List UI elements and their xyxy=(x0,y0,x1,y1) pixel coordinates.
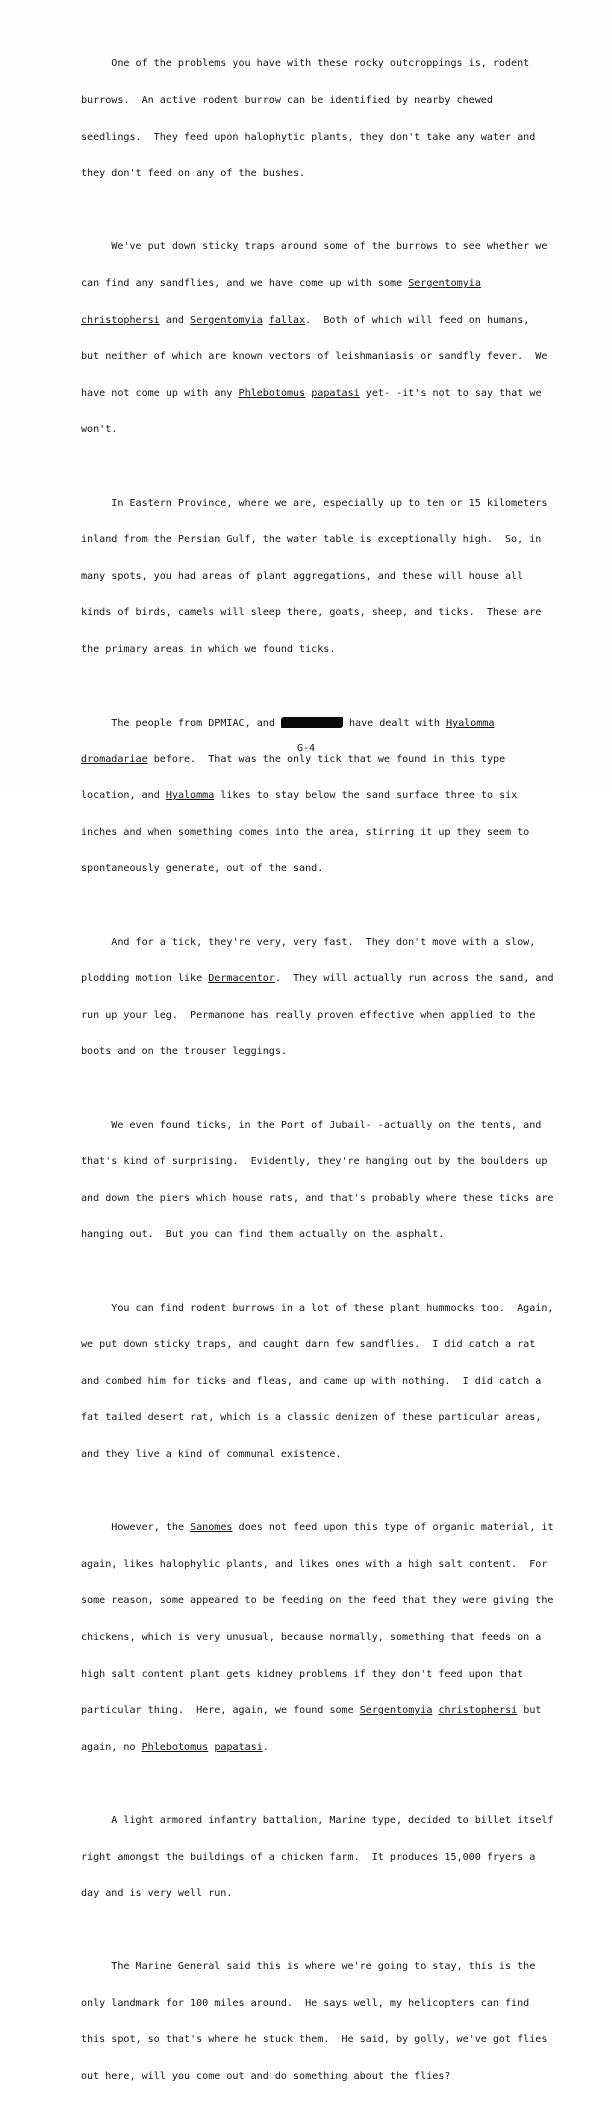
page-number: G-4 xyxy=(296,743,316,754)
document-body xyxy=(81,34,561,2120)
text-line: inland from the Persian Gulf, the water table is exceptionally high. So, in xyxy=(81,534,542,546)
text-line: christophersi and Sergentomyia fallax. Both of which will feed on humans, xyxy=(81,314,530,326)
paragraph-1 xyxy=(81,34,561,205)
text-line: day and is very well run. xyxy=(81,1888,233,1900)
text-line: only landmark for 100 miles around. He says well, my helicopters can find xyxy=(81,1997,530,2009)
underlined-term: Hyalomma xyxy=(445,718,495,730)
text-line: The people from DPMIAC, and have dealt with Hyalomma xyxy=(111,718,495,730)
paragraph-6 xyxy=(81,1095,561,1266)
text-line: seedlings. They feed upon halophytic plants, they don't take any water and xyxy=(81,131,536,143)
text-line: One of the problems you have with these rocky outcroppings is, rodent xyxy=(81,58,530,70)
text-line: kinds of birds, camels will sleep there, goats, sheep, and ticks. These are xyxy=(81,607,542,619)
underlined-term: christophersi xyxy=(81,314,160,326)
text-line: particular thing. Here, again, we found some Sergentomyia christophersi but xyxy=(81,1705,542,1717)
paragraph-4 xyxy=(81,693,561,900)
redaction-block xyxy=(281,717,343,728)
underlined-term: Sergentomyia xyxy=(408,277,481,289)
text-line: high salt content plant gets kidney problems if they don't feed upon that xyxy=(81,1668,524,1680)
paragraph-2 xyxy=(81,217,561,461)
text-line: can find any sandflies, and we have come up with some Sergentomyia xyxy=(81,277,481,289)
underlined-term: Phlebotomus xyxy=(238,387,306,399)
text-line: chickens, which is very unusual, because normally, something that feeds on a xyxy=(81,1631,542,1643)
text-line: they don't feed on any of the bushes. xyxy=(81,168,306,180)
text-line: In Eastern Province, where we are, especially up to ten or 15 kilometers xyxy=(81,497,548,509)
underlined-term: dromadariae xyxy=(81,753,148,765)
underlined-term: Hyalomma xyxy=(165,790,215,802)
text-line: we put down sticky traps, and caught darn few sandflies. I did catch a rat xyxy=(81,1339,536,1351)
underlined-term: Sanomes xyxy=(190,1522,233,1534)
paragraph-8 xyxy=(81,1498,561,1779)
paragraph-10 xyxy=(81,1937,561,2108)
text-line: this spot, so that's where he stuck them. He said, by golly, we've got flies xyxy=(81,2034,548,2046)
paragraph-9 xyxy=(81,1791,561,1925)
text-line: And for a tick, they're very, very fast. They don't move with a slow, xyxy=(81,936,536,948)
text-line: plodding motion like Dermacentor. They will actually run across the sand, and xyxy=(81,973,554,985)
text-line: some reason, some appeared to be feeding on the feed that they were giving the xyxy=(81,1595,554,1607)
underlined-term: Sergentomyia xyxy=(190,314,263,326)
text-line: and combed him for ticks and fleas, and came up with nothing. I did catch a xyxy=(81,1375,542,1387)
underlined-term: Phlebotomus xyxy=(141,1741,209,1753)
text-line: again, likes halophylic plants, and likes ones with a high salt content. For xyxy=(81,1558,548,1570)
text-line: hanging out. But you can find them actually on the asphalt. xyxy=(81,1229,445,1241)
text-line: again, no Phlebotomus papatasi. xyxy=(81,1741,269,1753)
text-line: dromadariae before. That was the only tick that we found in this type xyxy=(81,753,506,765)
text-line: the primary areas in which we found ticks. xyxy=(81,643,336,655)
text-line: but neither of which are known vectors of leishmaniasis or sandfly fever. We xyxy=(81,351,548,363)
underlined-term: papatasi xyxy=(311,387,360,399)
text-line: We've put down sticky traps around some of the burrows to see whether we xyxy=(81,241,548,253)
underlined-term: Dermacentor xyxy=(208,973,275,985)
underlined-term: Sergentomyia xyxy=(359,1705,433,1717)
underlined-term: fallax xyxy=(268,314,306,326)
text-line: You can find rodent burrows in a lot of these plant hummocks too. Again, xyxy=(81,1302,554,1314)
text-line: out here, will you come out and do something about the flies? xyxy=(81,2071,451,2083)
text-line: boots and on the trouser leggings. xyxy=(81,1046,287,1058)
text-line: run up your leg. Permanone has really proven effective when applied to the xyxy=(81,1009,536,1021)
text-line: A light armored infantry battalion, Marine type, decided to billet itself xyxy=(81,1814,554,1826)
text-line: and they live a kind of communal existence. xyxy=(81,1448,342,1460)
text-line: right amongst the buildings of a chicken farm. It produces 15,000 fryers a xyxy=(81,1851,536,1863)
text-line: that's kind of surprising. Evidently, they're hanging out by the boulders up xyxy=(81,1156,548,1168)
text-line: won't. xyxy=(81,424,118,436)
text-line: inches and when something comes into the area, stirring it up they seem to xyxy=(81,826,530,838)
underlined-term: christophersi xyxy=(438,1705,518,1717)
text-line: have not come up with any Phlebotomus papatasi yet- -it's not to say that we xyxy=(81,387,542,399)
text-line: and down the piers which house rats, and that's probably where these ticks are xyxy=(81,1192,554,1204)
text-line: spontaneously generate, out of the sand. xyxy=(81,863,324,875)
text-line: many spots, you had areas of plant aggregations, and these will house all xyxy=(81,570,524,582)
paragraph-7 xyxy=(81,1278,561,1485)
text-line: However, the Sanomes does not feed upon this type of organic material, it xyxy=(111,1522,554,1534)
text-line: We even found ticks, in the Port of Jubail- -actually on the tents, and xyxy=(81,1119,542,1131)
underlined-term: papatasi xyxy=(214,1741,263,1753)
text-line: location, and Hyalomma likes to stay below the sand surface three to six xyxy=(81,790,518,802)
text-line: The Marine General said this is where we're going to stay, this is the xyxy=(81,1961,536,1973)
text-line: burrows. An active rodent burrow can be identified by nearby chewed xyxy=(81,95,493,106)
paragraph-3 xyxy=(81,473,561,680)
text-line: fat tailed desert rat, which is a classic denizen of these particular areas, xyxy=(81,1412,542,1424)
paragraph-5 xyxy=(81,912,561,1083)
